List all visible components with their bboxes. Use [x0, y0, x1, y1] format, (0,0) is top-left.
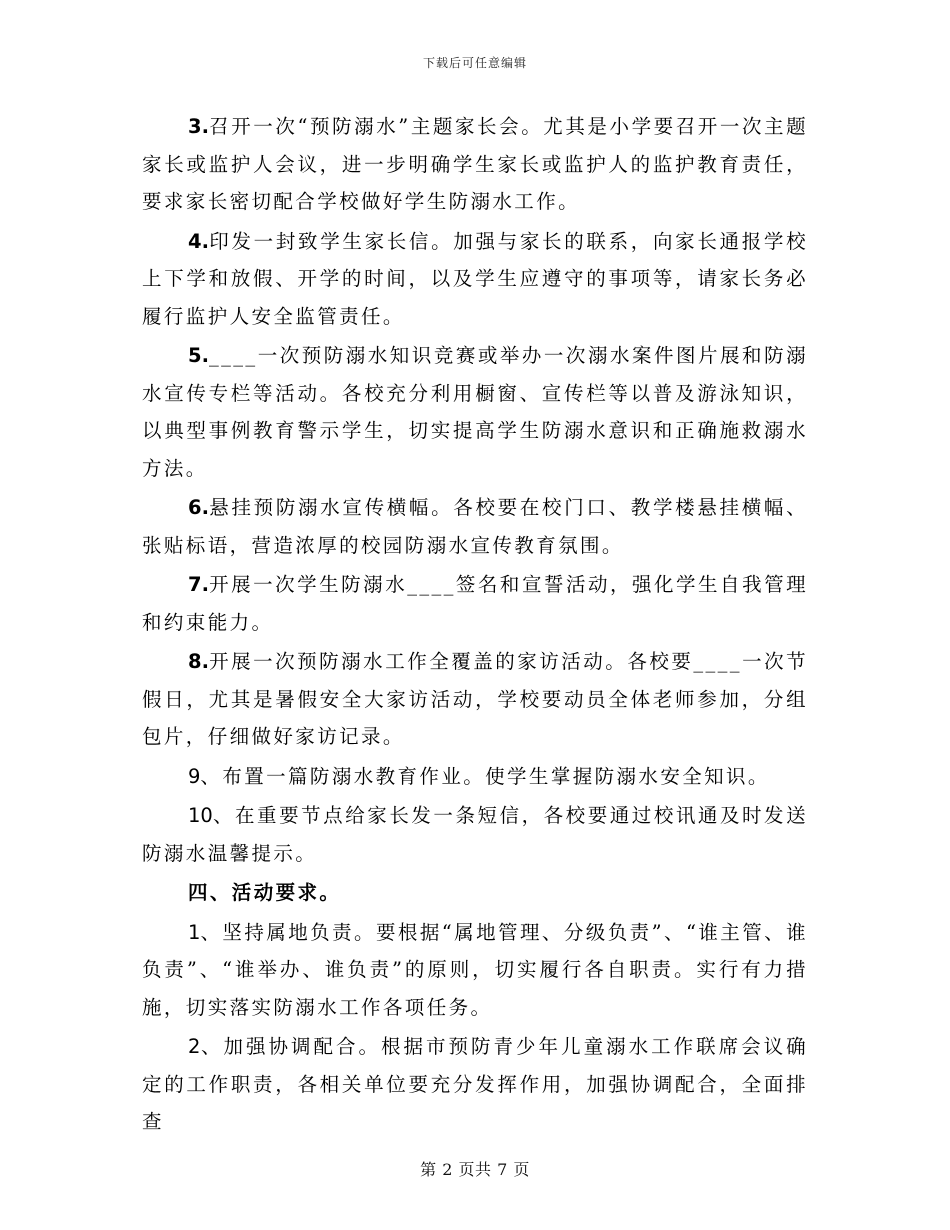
list-item-8	[142, 643, 808, 756]
item-number: 4.	[188, 229, 209, 253]
item-text: ____一次预防溺水知识竞赛或举办一次溺水案件图片展和防溺水宣传专栏等活动。各校充分利用橱窗、宣传栏等以普及游泳知识，以典型事例教育警示学生，切实提高学生防溺水意识和正确施救溺水方法。	[142, 344, 808, 480]
item-number: 10	[188, 804, 213, 827]
list-item-10	[142, 797, 808, 872]
item-text: 、布置一篇防溺水教育作业。使学生掌握防溺水安全知识。	[200, 764, 770, 788]
item-text: 、坚持属地负责。要根据“属地管理、分级负责”、“谁主管、谁负责”、“谁举办、谁负责”的原则，切实履行各自职责。实行有力措施，切实落实防溺水工作各项任务。	[142, 920, 808, 1019]
list-item-5	[142, 337, 808, 487]
item-number: 7.	[188, 573, 209, 596]
list-item-4	[142, 223, 808, 336]
requirement-item-2	[142, 1028, 808, 1141]
list-item-7	[142, 566, 808, 641]
requirement-item-1	[142, 914, 808, 1027]
item-number: 5.	[188, 344, 209, 367]
list-item-3	[142, 108, 808, 221]
header-note: 下载后可任意编辑	[422, 56, 527, 70]
item-text: 印发一封致学生家长信。加强与家长的联系，向家长通报学校上下学和放假、开学的时间，以及学生应遵守的事项等，请家长务必履行监护人安全监管责任。	[142, 229, 808, 328]
list-item-9	[142, 758, 808, 796]
item-number: 9	[188, 764, 201, 788]
item-text: 开展一次学生防溺水____签名和宣誓活动，强化学生自我管理和约束能力。	[142, 573, 808, 634]
item-text: 开展一次预防溺水工作全覆盖的家访活动。各校要____一次节假日，尤其是暑假安全大家访活动，学校要动员全体老师参加，分组包片，仔细做好家访记录。	[142, 650, 808, 748]
item-text: 、加强协调配合。根据市预防青少年儿童溺水工作联席会议确定的工作职责，各相关单位要充分发挥作用，加强协调配合，全面排查	[142, 1035, 808, 1133]
item-number: 8.	[188, 650, 209, 673]
section-heading: 四、活动要求。	[188, 881, 342, 904]
document-body	[142, 108, 808, 1143]
item-text: 悬挂预防溺水宣传横幅。各校要在校门口、教学楼悬挂横幅、张贴标语，营造浓厚的校园防溺水宣传教育氛围。	[142, 496, 808, 557]
item-text: 、在重要节点给家长发一条短信，各校要通过校讯通及时发送防溺水温馨提示。	[142, 804, 808, 865]
page-number-footer: 第 2 页共 7 页	[420, 1160, 530, 1179]
list-item-6	[142, 489, 808, 564]
item-number: 2	[188, 1035, 201, 1058]
item-number: 3.	[188, 115, 209, 138]
item-number: 6.	[188, 496, 209, 519]
item-number: 1	[188, 920, 201, 944]
item-text: 召开一次“预防溺水”主题家长会。尤其是小学要召开一次主题家长或监护人会议，进一步明确学生家长或监护人的监护教育责任，要求家长密切配合学校做好学生防溺水工作。	[142, 115, 808, 213]
